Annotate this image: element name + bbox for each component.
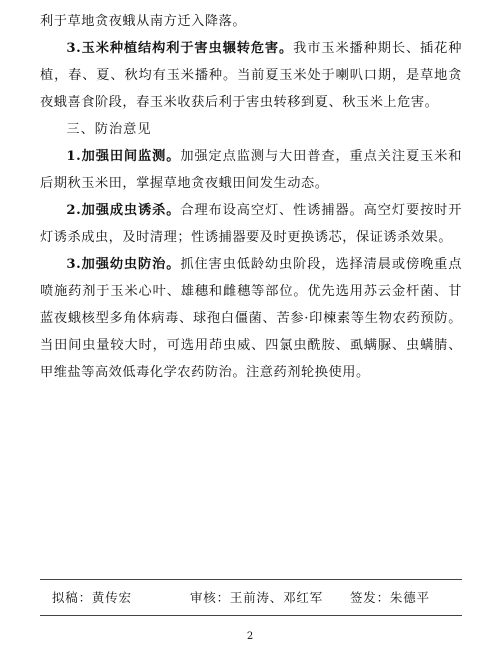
paragraph-measure-3 <box>40 251 462 386</box>
section-heading-text: 三、防治意见 <box>66 122 152 137</box>
paragraph-measure-1-lead: 1.加强田间监测。 <box>66 149 181 164</box>
document-body <box>40 8 462 386</box>
section-heading <box>40 116 462 143</box>
footer-rule-bottom <box>40 615 462 616</box>
paragraph-continuation <box>40 8 462 35</box>
footer-signatures <box>40 587 462 609</box>
paragraph-measure-2-lead: 2.加强成虫诱杀。 <box>66 203 181 218</box>
paragraph-cause-3 <box>40 35 462 116</box>
paragraph-measure-2-text: 合理布设高空灯、性诱捕器。高空灯要按时开灯诱杀成虫，及时清理；性诱捕器要及时更换诱芯，保证诱杀效果。 <box>40 203 463 245</box>
page-number: 2 <box>246 631 254 642</box>
paragraph-measure-2 <box>40 197 462 251</box>
paragraph-measure-3-lead: 3.加强幼虫防治。 <box>66 257 181 272</box>
paragraph-measure-1-text: 加强定点监测与大田普查，重点关注夏玉米和后期秋玉米田，掌握草地贪夜蛾田间发生动态。 <box>40 149 463 191</box>
footer-rule-top <box>40 579 462 580</box>
paragraph-cause-3-text: 我市玉米播种期长、插花种植，春、夏、秋均有玉米播种。当前夏玉米处于喇叭口期，是草地贪夜蛾喜食阶段，春玉米收获后利于害虫转移到夏、秋玉米上危害。 <box>40 41 462 110</box>
paragraph-continuation-text: 利于草地贪夜蛾从南方迁入降落。 <box>40 14 247 29</box>
footer-reviewer: 审核：王前涛、邓红军 <box>190 590 324 605</box>
paragraph-measure-3-text: 抓住害虫低龄幼虫阶段，选择清晨或傍晚重点喷施药剂于玉米心叶、雄穗和雌穗等部位。优先选用苏云金杆菌、甘蓝夜蛾核型多角体病毒、球孢白僵菌、苦参·印楝素等生物农药预防。当田间虫量较大时，可选用茚虫威、四氯虫酰胺、虱螨脲、虫螨腈、甲维盐等高效低毒化学农药防治。注意药剂轮换使用。 <box>40 257 463 380</box>
paragraph-cause-3-lead: 3.玉米种植结构利于害虫辗转危害。 <box>66 41 294 56</box>
footer-drafter: 拟稿：黄传宏 <box>52 590 132 605</box>
footer-signer: 签发：朱德平 <box>350 590 430 605</box>
paragraph-measure-1 <box>40 143 462 197</box>
